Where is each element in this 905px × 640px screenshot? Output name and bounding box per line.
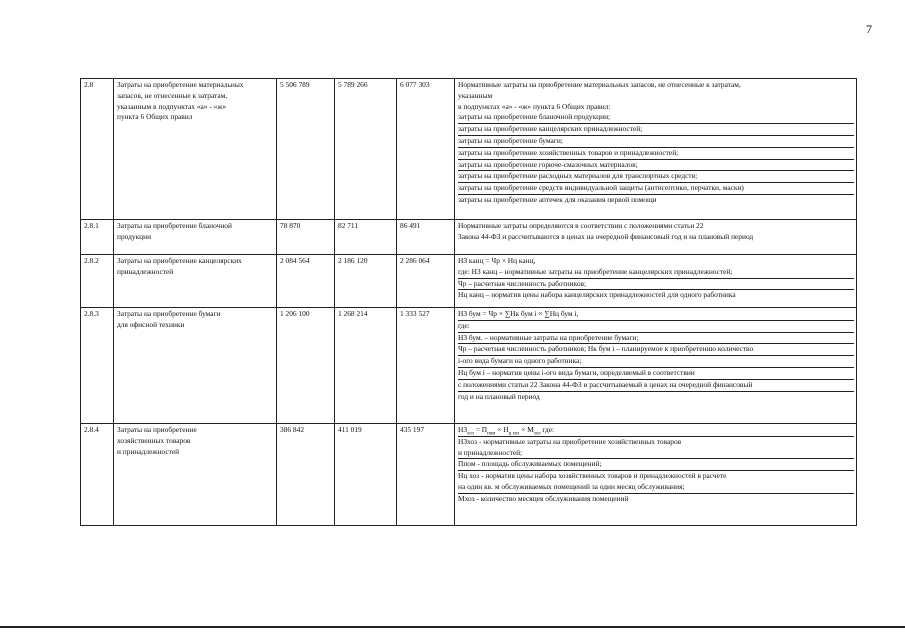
row-name [114, 220, 277, 255]
description-line: НЗ бум. – нормативные затраты на приобретение бумаги; [458, 333, 854, 345]
description-line: Нц бум i – норматив цены i-ого вида бумаги, определяемый в соответствии [458, 368, 854, 380]
row-name-line: хозяйственных товаров [117, 435, 191, 445]
description-line: в подпунктах «а» - «ж» пункта 6 Общих правил: [458, 101, 611, 111]
row-name-line: Затраты на приобретение [117, 425, 197, 434]
description-line: затраты на приобретение средств индивидуальной защиты (антисептики, перчатки, маски) [458, 183, 854, 195]
value-year-2: 5 789 266 [335, 79, 397, 220]
description-line: затраты на приобретение бумаги; [458, 136, 854, 148]
formula-subscript: хоз [533, 431, 541, 437]
formula-operator: × [495, 425, 504, 434]
row-description [455, 79, 857, 220]
row-description [455, 424, 857, 526]
description-line: затраты на приобретение канцелярских принадлежностей; [458, 124, 854, 136]
formula-subscript: пом [487, 431, 496, 437]
formula-tail: где: [540, 425, 555, 434]
description-line: указанным [458, 90, 493, 100]
description-line: затраты на приобретение расходных материалов для транспортных средств; [458, 171, 854, 183]
row-name-line: Затраты на приобретение канцелярских [117, 256, 242, 265]
row-name [114, 424, 277, 526]
row-description [455, 255, 857, 308]
description-line: затраты на приобретение хозяйственных товаров и принадлежностей; [458, 148, 854, 160]
row-number: 2.8.1 [81, 220, 114, 255]
row-description [455, 220, 857, 255]
cost-norms-table [80, 78, 857, 526]
description-line: Нормативные затраты определяются в соответствии с положениями статьи 22 [458, 221, 704, 230]
value-year-1: 78 870 [277, 220, 335, 255]
description-line: год и на плановый период [458, 391, 540, 401]
value-year-1: 386 842 [277, 424, 335, 526]
value-year-1: 1 206 100 [277, 308, 335, 424]
row-name-line: Затраты на приобретение бумаги [117, 309, 221, 318]
row-number: 2.8.3 [81, 308, 114, 424]
table-row [81, 308, 857, 424]
table-row [81, 220, 857, 255]
row-name-line: Затраты на приобретение материальных [117, 80, 244, 89]
formula-line [458, 425, 854, 437]
value-year-3: 2 286 064 [397, 255, 455, 308]
row-name-line: продукции [117, 231, 152, 241]
value-year-2: 82 711 [335, 220, 397, 255]
row-name-line: для офисной техники [117, 319, 185, 329]
description-line: Ппом - площадь обслуживаемых помещений; [458, 459, 854, 471]
description-line: Нц канц – норматив цены набора канцелярских принадлежностей для одного работника [458, 290, 736, 300]
formula-term: М [527, 425, 534, 434]
value-year-2: 1 268 214 [335, 308, 397, 424]
description-line: НЗхоз - нормативные затраты на приобретение хозяйственных товаров [458, 436, 682, 446]
row-name [114, 255, 277, 308]
row-name-line: указанным в подпунктах «а» - «ж» [117, 101, 227, 111]
table-row [81, 424, 857, 526]
row-number: 2.8.2 [81, 255, 114, 308]
row-name [114, 308, 277, 424]
value-year-3: 1 333 527 [397, 308, 455, 424]
description-line: Чр – расчетная численность работников; [458, 279, 854, 291]
description-line: Нормативные затраты на приобретение материальных запасов, не отнесенные к затратам, [458, 80, 741, 89]
value-year-2: 2 186 120 [335, 255, 397, 308]
page-mark: 7 [866, 22, 872, 36]
row-name [114, 79, 277, 220]
row-name-line: пункта 6 Общих правил [117, 112, 193, 122]
table-row [81, 79, 857, 220]
value-year-3: 86 491 [397, 220, 455, 255]
row-name-line: принадлежностей [117, 266, 174, 276]
scan-edge-line [0, 626, 905, 628]
row-name-line: и принадлежностей [117, 446, 180, 456]
description-line: Чр – расчетная численность работников; Нк бум i – планируемое к приобретению количество [458, 344, 854, 356]
row-name-line: Затраты на приобретение бланочной [117, 221, 232, 230]
description-line: затраты на приобретение аптечек для оказания первой помощи [458, 194, 657, 204]
description-line: НЗ канц = Чр × Нц канц, [458, 256, 536, 265]
description-line: НЗ бум = Чр × ∑Нк бум i × ∑Нц бум i, [458, 309, 854, 321]
value-year-3: 435 197 [397, 424, 455, 526]
description-line: с положениями статьи 22 Закона 44-ФЗ и рассчитываемый в ценах на очередной финансовый [458, 380, 854, 392]
formula-operator: = [473, 425, 482, 434]
formula-subscript: хоз [467, 431, 474, 437]
description-line: на один кв. м обслуживаемых помещений за один месяц обслуживания; [458, 482, 854, 494]
description-line: и принадлежностей; [458, 448, 854, 460]
row-name-line: запасов, не отнесенные к затратам, [117, 90, 228, 100]
formula-subscript: ц хоз [508, 431, 520, 437]
description-line: затраты на приобретение бланочной продукции; [458, 112, 854, 124]
table-row [81, 255, 857, 308]
formula-term: П [481, 425, 488, 434]
description-line: Мхоз - количество месяцев обслуживания помещений [458, 493, 629, 503]
description-line: i-ого вида бумаги на одного работника; [458, 356, 854, 368]
formula-term: НЗ [458, 425, 468, 434]
row-number: 2.8 [81, 79, 114, 220]
value-year-1: 5 506 789 [277, 79, 335, 220]
formula-operator: × [519, 425, 528, 434]
value-year-2: 411 019 [335, 424, 397, 526]
value-year-3: 6 077 303 [397, 79, 455, 220]
row-number: 2.8.4 [81, 424, 114, 526]
description-line: Закона 44-ФЗ и рассчитываются в ценах на очередной финансовый год и на плановый период [458, 231, 754, 241]
description-line: затраты на приобретение горюче-смазочных материалов; [458, 160, 854, 172]
description-line: Нц хоз - норматив цены набора хозяйственных товаров и принадлежностей в расчете [458, 471, 727, 481]
value-year-1: 2 084 564 [277, 255, 335, 308]
description-line: где: [458, 321, 854, 333]
formula-term: Н [503, 425, 509, 434]
row-description [455, 308, 857, 424]
description-line: где: НЗ канц – нормативные затраты на приобретение канцелярских принадлежностей; [458, 267, 854, 279]
